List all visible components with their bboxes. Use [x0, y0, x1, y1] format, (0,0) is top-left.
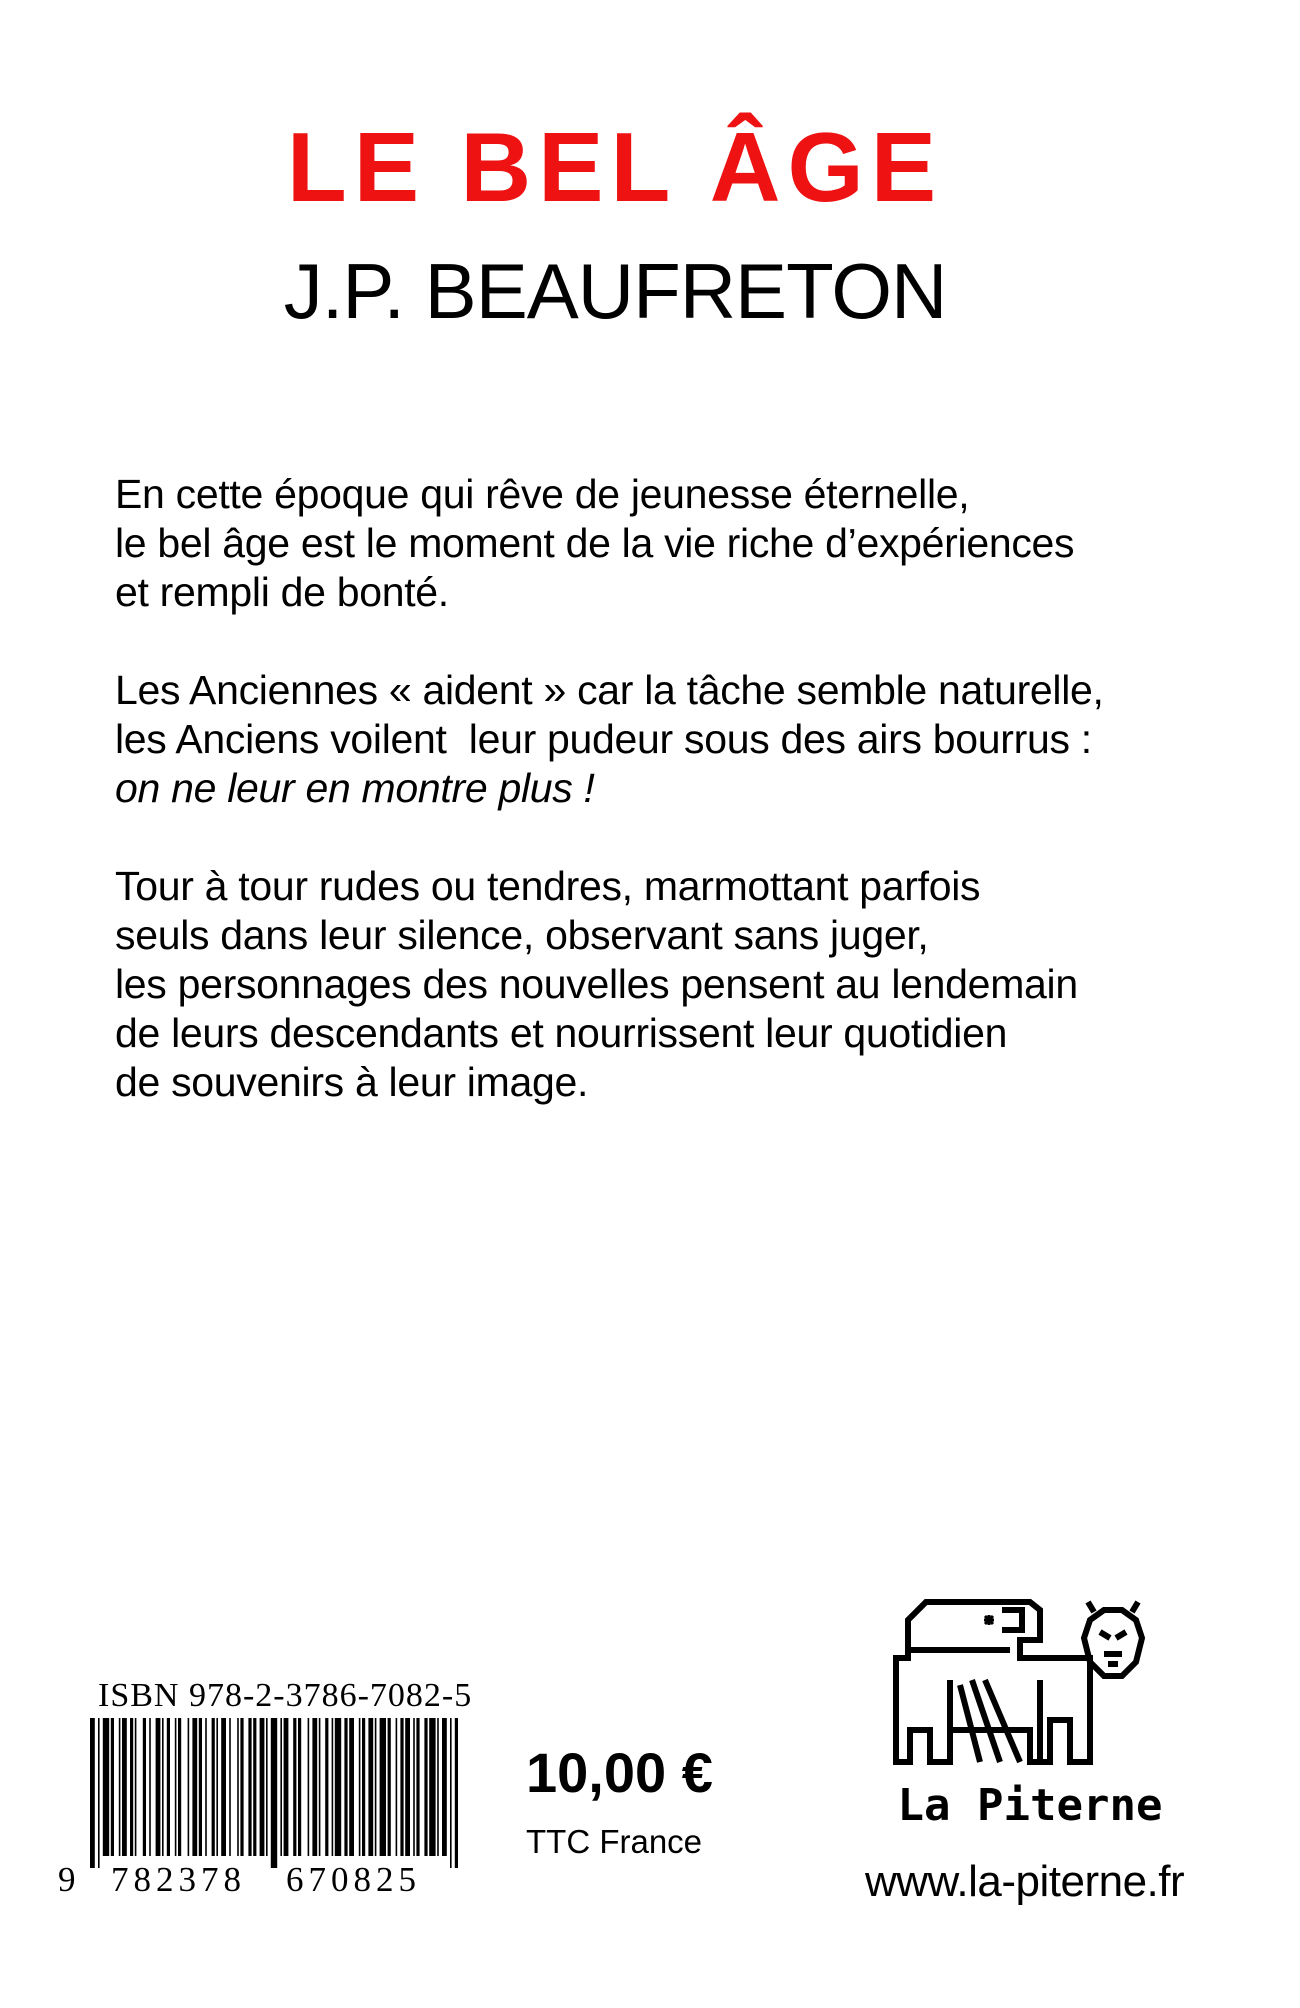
barcode [90, 1718, 462, 1868]
blurb-line: Tour à tour rudes ou tendres, marmottant parfois [115, 863, 981, 909]
barcode-bar [284, 1718, 289, 1856]
barcode-bar [90, 1718, 95, 1868]
blurb-paragraph [115, 666, 1215, 813]
barcode-bar [98, 1718, 100, 1868]
barcode-bar [308, 1718, 310, 1856]
barcode-bar [149, 1718, 151, 1856]
price-note: TTC France [526, 1823, 703, 1860]
barcode-bar [312, 1718, 317, 1856]
barcode-bar [298, 1718, 301, 1856]
blurb-line: Les Anciennes « aident » car la tâche semble naturelle, [115, 667, 1104, 713]
barcode-bar [359, 1718, 361, 1856]
barcode-bar [167, 1718, 170, 1856]
barcode-bar [442, 1718, 447, 1856]
barcode-bar [325, 1718, 328, 1856]
barcode-bar [205, 1718, 207, 1856]
barcode-bar [221, 1718, 226, 1856]
barcode-digits-right: 670825 [283, 1862, 424, 1897]
blurb-line: les Anciens voilent leur pudeur sous des airs bourrus : [115, 716, 1092, 762]
barcode-bar [332, 1718, 334, 1856]
barcode-digits-left: 782378 [108, 1862, 249, 1897]
barcode-bar [450, 1718, 452, 1868]
isbn-label: ISBN 978-2-3786-7082-5 [98, 1677, 473, 1714]
barcode-bar [455, 1718, 458, 1868]
barcode-bar [429, 1718, 435, 1856]
blurb-line: les personnages des nouvelles pensent au lendemain [115, 961, 1078, 1007]
barcode-bar [192, 1718, 197, 1856]
barcode-bar [280, 1718, 282, 1856]
barcode-bar [375, 1718, 377, 1856]
publisher-website: www.la-piterne.fr [865, 1857, 1185, 1906]
barcode-bar [335, 1718, 341, 1856]
barcode-bar [156, 1718, 161, 1856]
barcode-bar [368, 1718, 373, 1856]
blurb-paragraph [115, 862, 1215, 1107]
barcode-bar [362, 1718, 365, 1856]
barcode-bar [135, 1718, 137, 1856]
barcode-bar [130, 1718, 133, 1856]
barcode-bar [293, 1718, 296, 1856]
barcode-bar [396, 1718, 398, 1856]
back-cover-blurb [115, 470, 1215, 1156]
barcode-bar [240, 1718, 243, 1856]
barcode-bar [111, 1718, 114, 1856]
barcode-bar [253, 1718, 256, 1856]
blurb-paragraph [115, 470, 1215, 617]
barcode-bar [248, 1718, 251, 1856]
barcode-first-digit: 9 [58, 1860, 76, 1899]
barcode-bar [178, 1718, 181, 1856]
barcode-bar [388, 1718, 391, 1856]
blurb-line: de leurs descendants et nourrissent leur quotidien [115, 1010, 1008, 1056]
barcode-bar [188, 1718, 190, 1856]
barcode-bar [216, 1718, 218, 1856]
barcode-bar [271, 1718, 277, 1868]
blurb-line: En cette époque qui rêve de jeunesse éternelle, [115, 471, 970, 517]
barcode-bar [437, 1718, 439, 1856]
barcode-bar [260, 1718, 265, 1856]
barcode-bar [143, 1718, 146, 1856]
barcode-bar [162, 1718, 164, 1856]
blurb-line: on ne leur en montre plus ! [115, 765, 595, 811]
barcode-bar [344, 1718, 347, 1856]
barcode-bar [175, 1718, 177, 1856]
barcode-bar [349, 1718, 354, 1856]
barcode-bar [119, 1718, 121, 1856]
barcode-bar [319, 1718, 321, 1856]
barcode-bar [400, 1718, 403, 1856]
barcode-bar [122, 1718, 127, 1856]
blurb-line: le bel âge est le moment de la vie riche d’expériences [115, 520, 1075, 566]
book-author: J.P. BEAUFRETON [283, 247, 947, 335]
barcode-bar [266, 1718, 268, 1856]
barcode-bar [380, 1718, 386, 1856]
blurb-line: seuls dans leur silence, observant sans juger, [115, 912, 929, 958]
barcode-bar [405, 1718, 410, 1856]
barcode-bar [424, 1718, 427, 1856]
publisher-name: La Piterne [897, 1780, 1163, 1831]
barcode-bar [413, 1718, 415, 1856]
barcode-bar [229, 1718, 231, 1856]
barcode-bar [199, 1718, 202, 1856]
blurb-line: de souvenirs à leur image. [115, 1059, 589, 1105]
blurb-line: et rempli de bonté. [115, 569, 449, 615]
price: 10,00 € [526, 1741, 713, 1804]
barcode-bar [416, 1718, 419, 1856]
barcode-bar [212, 1718, 215, 1856]
barcode-bar [237, 1718, 239, 1856]
barcode-bar [103, 1718, 109, 1856]
book-title: LE BEL ÂGE [286, 112, 944, 222]
